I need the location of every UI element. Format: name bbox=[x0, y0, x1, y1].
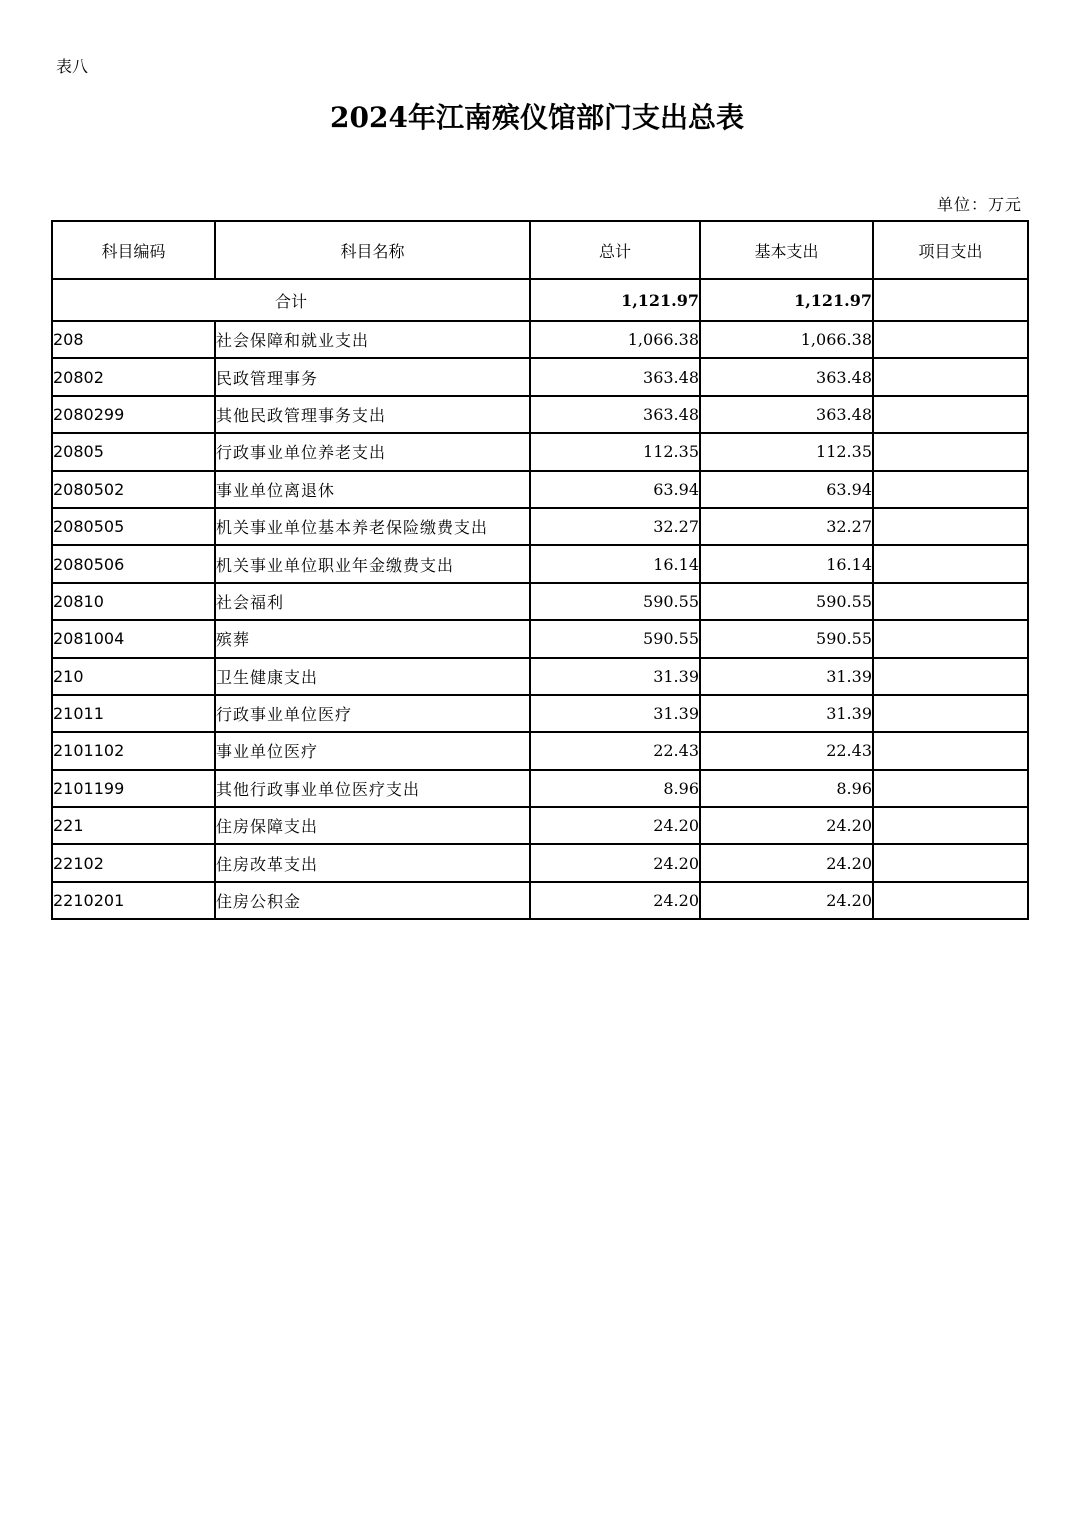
expenditure-table bbox=[51, 220, 1029, 920]
row-basic: 590.55 bbox=[700, 583, 873, 620]
row-name: 其他民政管理事务支出 bbox=[215, 396, 530, 433]
total-project bbox=[873, 279, 1028, 321]
row-name: 机关事业单位职业年金缴费支出 bbox=[215, 545, 530, 582]
row-basic: 8.96 bbox=[700, 770, 873, 807]
row-project bbox=[873, 471, 1028, 508]
table-row bbox=[52, 882, 1028, 919]
row-project bbox=[873, 508, 1028, 545]
unit-label: 单位：万元 bbox=[936, 195, 1022, 214]
row-project bbox=[873, 433, 1028, 470]
row-code: 2080502 bbox=[52, 471, 215, 508]
row-total: 1,066.38 bbox=[530, 321, 700, 358]
row-project bbox=[873, 695, 1028, 732]
row-basic: 24.20 bbox=[700, 882, 873, 919]
row-total: 8.96 bbox=[530, 770, 700, 807]
row-code: 2101199 bbox=[52, 770, 215, 807]
row-code: 2210201 bbox=[52, 882, 215, 919]
row-code: 2081004 bbox=[52, 620, 215, 657]
row-code: 2101102 bbox=[52, 732, 215, 769]
table-row bbox=[52, 396, 1028, 433]
row-basic: 363.48 bbox=[700, 396, 873, 433]
table-row bbox=[52, 358, 1028, 395]
table-row bbox=[52, 471, 1028, 508]
row-project bbox=[873, 732, 1028, 769]
row-basic: 363.48 bbox=[700, 358, 873, 395]
row-total: 24.20 bbox=[530, 882, 700, 919]
row-code: 20802 bbox=[52, 358, 215, 395]
row-code: 20805 bbox=[52, 433, 215, 470]
row-name: 卫生健康支出 bbox=[215, 658, 530, 695]
row-name: 殡葬 bbox=[215, 620, 530, 657]
row-code: 2080505 bbox=[52, 508, 215, 545]
row-name: 住房保障支出 bbox=[215, 807, 530, 844]
row-name: 事业单位医疗 bbox=[215, 732, 530, 769]
row-total: 22.43 bbox=[530, 732, 700, 769]
total-sum: 1,121.97 bbox=[530, 279, 700, 321]
row-project bbox=[873, 807, 1028, 844]
row-project bbox=[873, 583, 1028, 620]
row-total: 24.20 bbox=[530, 844, 700, 881]
row-basic: 31.39 bbox=[700, 695, 873, 732]
row-name: 机关事业单位基本养老保险缴费支出 bbox=[215, 508, 530, 545]
row-basic: 32.27 bbox=[700, 508, 873, 545]
column-header-project: 项目支出 bbox=[873, 221, 1028, 279]
table-row bbox=[52, 807, 1028, 844]
row-basic: 1,066.38 bbox=[700, 321, 873, 358]
row-total: 363.48 bbox=[530, 396, 700, 433]
row-name: 民政管理事务 bbox=[215, 358, 530, 395]
row-code: 20810 bbox=[52, 583, 215, 620]
table-row bbox=[52, 508, 1028, 545]
row-code: 2080506 bbox=[52, 545, 215, 582]
row-basic: 590.55 bbox=[700, 620, 873, 657]
column-header-name: 科目名称 bbox=[215, 221, 530, 279]
row-name: 行政事业单位养老支出 bbox=[215, 433, 530, 470]
row-name: 其他行政事业单位医疗支出 bbox=[215, 770, 530, 807]
row-basic: 24.20 bbox=[700, 807, 873, 844]
total-basic: 1,121.97 bbox=[700, 279, 873, 321]
row-project bbox=[873, 844, 1028, 881]
table-row bbox=[52, 433, 1028, 470]
table-row bbox=[52, 620, 1028, 657]
page-title: 2024年江南殡仪馆部门支出总表 bbox=[330, 101, 744, 134]
column-header-basic: 基本支出 bbox=[700, 221, 873, 279]
row-total: 31.39 bbox=[530, 658, 700, 695]
row-name: 住房公积金 bbox=[215, 882, 530, 919]
row-total: 31.39 bbox=[530, 695, 700, 732]
row-name: 社会保障和就业支出 bbox=[215, 321, 530, 358]
row-code: 221 bbox=[52, 807, 215, 844]
table-row bbox=[52, 732, 1028, 769]
row-total: 16.14 bbox=[530, 545, 700, 582]
table-row bbox=[52, 583, 1028, 620]
total-row bbox=[52, 279, 1028, 321]
row-basic: 112.35 bbox=[700, 433, 873, 470]
row-total: 590.55 bbox=[530, 620, 700, 657]
row-name: 行政事业单位医疗 bbox=[215, 695, 530, 732]
table-row bbox=[52, 545, 1028, 582]
row-code: 21011 bbox=[52, 695, 215, 732]
row-total: 363.48 bbox=[530, 358, 700, 395]
row-name: 住房改革支出 bbox=[215, 844, 530, 881]
table-row bbox=[52, 844, 1028, 881]
row-total: 32.27 bbox=[530, 508, 700, 545]
column-header-code: 科目编码 bbox=[52, 221, 215, 279]
row-basic: 16.14 bbox=[700, 545, 873, 582]
row-name: 社会福利 bbox=[215, 583, 530, 620]
row-project bbox=[873, 770, 1028, 807]
row-basic: 31.39 bbox=[700, 658, 873, 695]
column-header-total: 总计 bbox=[530, 221, 700, 279]
row-total: 63.94 bbox=[530, 471, 700, 508]
row-project bbox=[873, 396, 1028, 433]
row-name: 事业单位离退休 bbox=[215, 471, 530, 508]
table-row bbox=[52, 321, 1028, 358]
row-basic: 24.20 bbox=[700, 844, 873, 881]
row-total: 112.35 bbox=[530, 433, 700, 470]
row-project bbox=[873, 882, 1028, 919]
total-label: 合计 bbox=[52, 279, 530, 321]
table-row bbox=[52, 770, 1028, 807]
row-total: 24.20 bbox=[530, 807, 700, 844]
row-project bbox=[873, 658, 1028, 695]
table-header-row bbox=[52, 221, 1028, 279]
row-total: 590.55 bbox=[530, 583, 700, 620]
row-project bbox=[873, 358, 1028, 395]
row-basic: 63.94 bbox=[700, 471, 873, 508]
table-number-label: 表八 bbox=[56, 57, 89, 76]
row-code: 2080299 bbox=[52, 396, 215, 433]
table-row bbox=[52, 658, 1028, 695]
row-code: 208 bbox=[52, 321, 215, 358]
row-code: 210 bbox=[52, 658, 215, 695]
row-project bbox=[873, 620, 1028, 657]
row-project bbox=[873, 545, 1028, 582]
row-project bbox=[873, 321, 1028, 358]
row-basic: 22.43 bbox=[700, 732, 873, 769]
table-row bbox=[52, 695, 1028, 732]
row-code: 22102 bbox=[52, 844, 215, 881]
